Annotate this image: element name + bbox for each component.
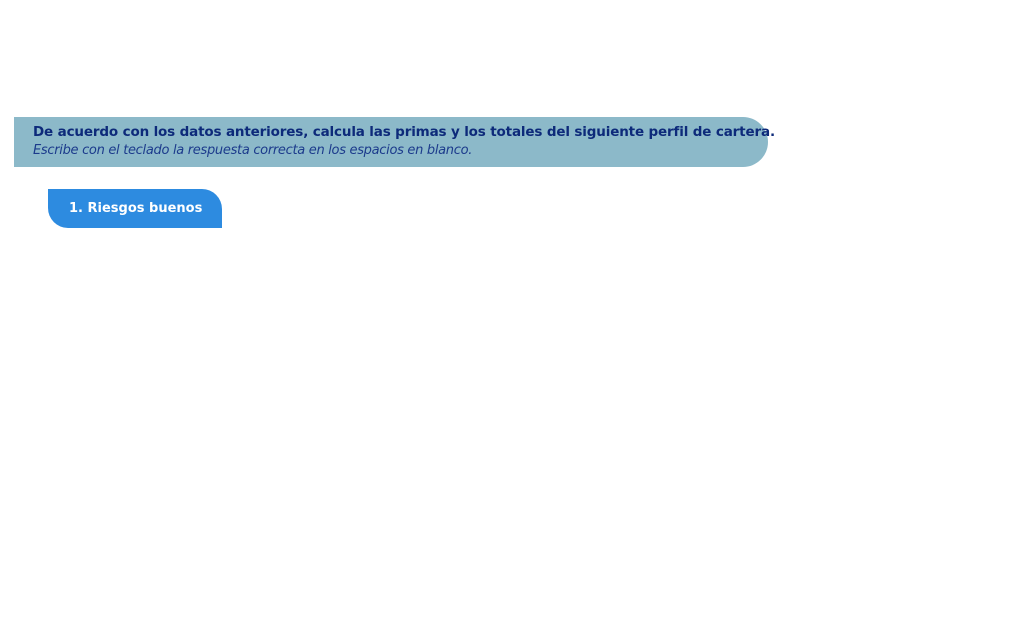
instruction-main-text: De acuerdo con los datos anteriores, calcula las primas y los totales del siguiente perfil de cartera.	[33, 124, 775, 140]
section-tab-label: 1. Riesgos buenos	[69, 201, 203, 216]
section-tab-riesgos-buenos	[48, 189, 222, 228]
instruction-sub-text: Escribe con el teclado la respuesta correcta en los espacios en blanco.	[33, 143, 473, 158]
instruction-banner	[14, 117, 775, 167]
